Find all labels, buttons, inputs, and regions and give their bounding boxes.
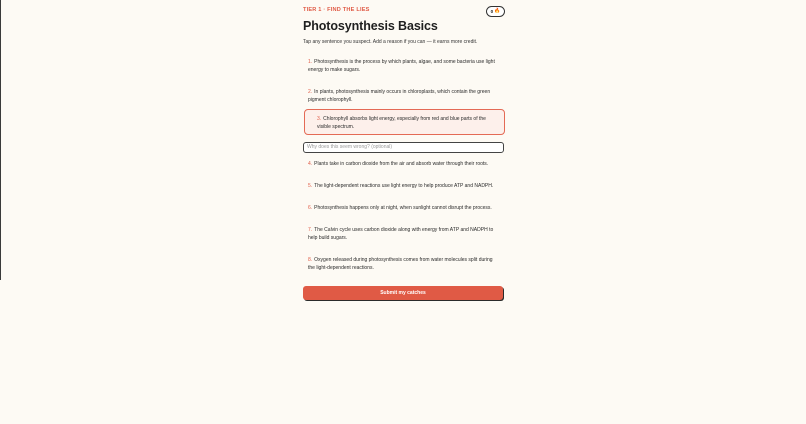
statement-item-4[interactable] xyxy=(303,159,505,181)
statement-number: 1. xyxy=(308,59,313,65)
statement-list xyxy=(303,57,505,277)
streak-count: 0 xyxy=(490,9,494,14)
statement-item-5[interactable] xyxy=(303,181,505,203)
streak-badge xyxy=(486,6,505,17)
statement-text: Plants take in carbon dioxide from the air and absorb water through their roots. xyxy=(314,161,489,167)
statement-text: In plants, photosynthesis mainly occurs in chloroplasts, which contain the green pigment chlorophyll. xyxy=(308,89,491,103)
tier-label: TIER 1 · FIND THE LIES xyxy=(303,7,370,13)
statement-number: 4. xyxy=(308,161,313,167)
statement-number: 8. xyxy=(308,257,313,263)
statement-item-1[interactable] xyxy=(303,57,505,87)
statement-item-7[interactable] xyxy=(303,225,505,255)
statement-item-3-selected[interactable] xyxy=(304,109,505,135)
quiz-panel xyxy=(303,6,505,277)
statement-number: 7. xyxy=(308,227,313,233)
statement-item-6[interactable] xyxy=(303,203,505,225)
statement-text: Photosynthesis happens only at night, when sunlight cannot disrupt the process. xyxy=(314,205,492,211)
statement-item-8[interactable] xyxy=(303,255,505,277)
reason-input[interactable] xyxy=(303,142,504,153)
statement-number: 5. xyxy=(308,183,313,189)
page-title: Photosynthesis Basics xyxy=(303,19,438,33)
fire-icon: 🔥 xyxy=(494,8,501,14)
statement-text: Photosynthesis is the process by which plants, algae, and some bacteria use light energy to make sugars. xyxy=(308,59,495,73)
left-edge-divider xyxy=(0,0,1,280)
statement-text: Chlorophyll absorbs light energy, especially from red and blue parts of the visible spectrum. xyxy=(317,116,486,130)
statement-number: 6. xyxy=(308,205,313,211)
submit-button[interactable]: Submit my catches xyxy=(303,286,503,300)
statement-number: 3. xyxy=(317,116,322,122)
statement-item-2[interactable] xyxy=(303,87,505,109)
statement-text: Oxygen released during photosynthesis comes from water molecules split during the light-dependent reactions. xyxy=(308,257,493,271)
statement-text: The Calvin cycle uses carbon dioxide along with energy from ATP and NADPH to help build sugars. xyxy=(308,227,494,241)
statement-number: 2. xyxy=(308,89,313,95)
statement-text: The light-dependent reactions use light energy to help produce ATP and NADPH. xyxy=(314,183,494,189)
instructions: Tap any sentence you suspect. Add a reason if you can — it earns more credit. xyxy=(303,39,478,45)
